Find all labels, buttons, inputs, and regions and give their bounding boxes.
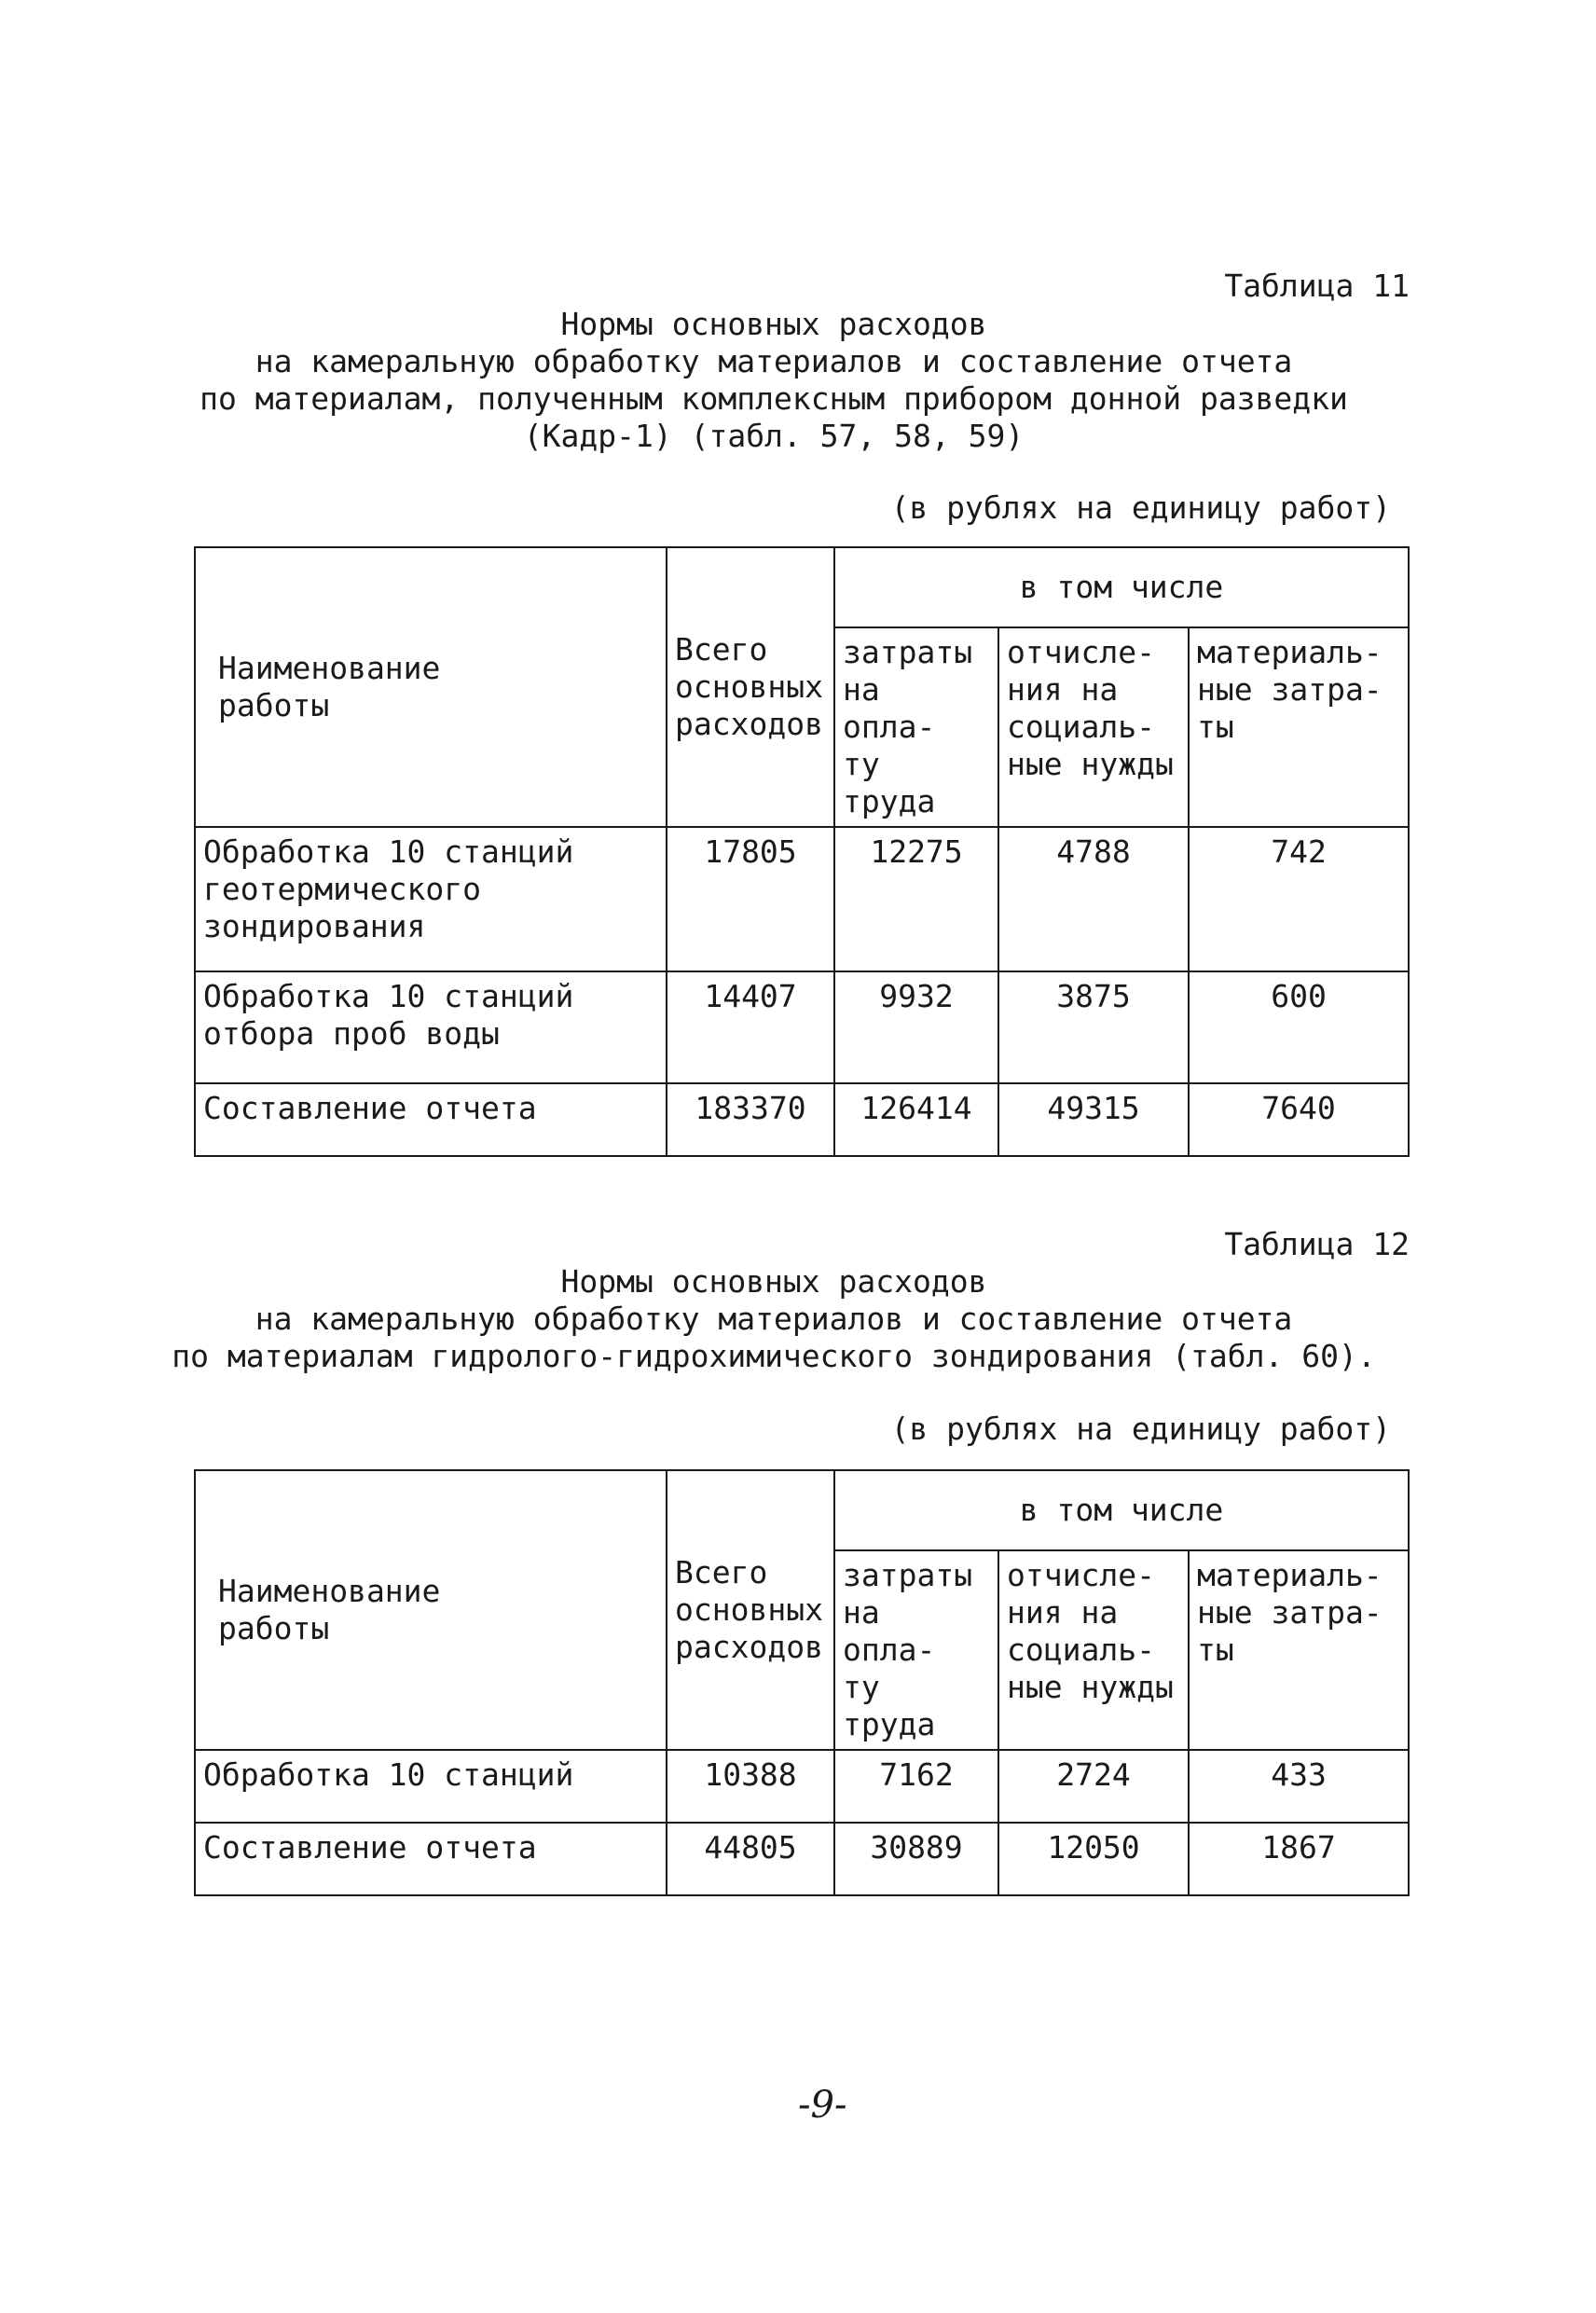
row-material: 742 (1189, 827, 1409, 971)
table-11-header-group: в том числе (834, 547, 1409, 627)
table-11-title-line-3: по материалам, полученным комплексным прибором донной разведки (200, 380, 1348, 417)
table-11-header-labor: затраты на опла- ту труда (834, 627, 998, 827)
row-social: 3875 (998, 971, 1189, 1083)
table-11-header-material: материаль- ные затра- ты (1189, 627, 1409, 827)
row-social: 4788 (998, 827, 1189, 971)
table-12-header-name: Наименование работы (195, 1470, 667, 1750)
row-total: 183370 (667, 1083, 834, 1156)
table-12-title-line-2: на камеральную обработку материалов и составление отчета (255, 1301, 1293, 1337)
table-11-label: Таблица 11 (1224, 268, 1410, 304)
table-row (195, 1750, 1409, 1823)
table-11-title-line-1: Нормы основных расходов (560, 306, 987, 342)
table-12-header-group: в том числе (834, 1470, 1409, 1550)
row-labor: 30889 (834, 1823, 998, 1895)
table-11-title-line-2: на камеральную обработку материалов и составление отчета (255, 343, 1293, 379)
row-name: Обработка 10 станций (195, 1750, 667, 1823)
row-labor: 126414 (834, 1083, 998, 1156)
row-total: 10388 (667, 1750, 834, 1823)
table-12-units: (в рублях на единицу работ) (890, 1411, 1391, 1447)
row-name: Составление отчета (195, 1823, 667, 1895)
row-name: Обработка 10 станций отбора проб воды (195, 971, 667, 1083)
table-row (195, 1823, 1409, 1895)
table-11-header-social: отчисле- ния на социаль- ные нужды (998, 627, 1189, 827)
table-row (195, 971, 1409, 1083)
table-12-title-line-1: Нормы основных расходов (560, 1263, 987, 1300)
row-material: 1867 (1189, 1823, 1409, 1895)
table-11-header-total: Всего основных расходов (667, 547, 834, 827)
table-row (195, 1083, 1409, 1156)
table-12-header-labor: затраты на опла- ту труда (834, 1550, 998, 1750)
table-12-header-total: Всего основных расходов (667, 1470, 834, 1750)
row-social: 49315 (998, 1083, 1189, 1156)
table-12-header-material: материаль- ные затра- ты (1189, 1550, 1409, 1750)
row-labor: 12275 (834, 827, 998, 971)
table-11 (194, 546, 1410, 1157)
row-material: 600 (1189, 971, 1409, 1083)
table-12 (194, 1469, 1410, 1896)
row-material: 433 (1189, 1750, 1409, 1823)
table-12-title-line-3: по материалам гидролого-гидрохимического зондирования (табл. 60). (172, 1338, 1376, 1374)
row-labor: 9932 (834, 971, 998, 1083)
row-total: 17805 (667, 827, 834, 971)
row-labor: 7162 (834, 1750, 998, 1823)
row-total: 14407 (667, 971, 834, 1083)
page-number: -9- (798, 2084, 847, 2127)
table-12-header-social: отчисле- ния на социаль- ные нужды (998, 1550, 1189, 1750)
row-material: 7640 (1189, 1083, 1409, 1156)
row-name: Обработка 10 станций геотермического зондирования (195, 827, 667, 971)
row-social: 12050 (998, 1823, 1189, 1895)
table-11-title-line-4: (Кадр-1) (табл. 57, 58, 59) (523, 418, 1025, 454)
table-11-units: (в рублях на единицу работ) (890, 489, 1391, 526)
table-11-header-name: Наименование работы (195, 547, 667, 827)
row-name: Составление отчета (195, 1083, 667, 1156)
table-row (195, 827, 1409, 971)
row-total: 44805 (667, 1823, 834, 1895)
table-12-label: Таблица 12 (1224, 1226, 1410, 1262)
row-social: 2724 (998, 1750, 1189, 1823)
